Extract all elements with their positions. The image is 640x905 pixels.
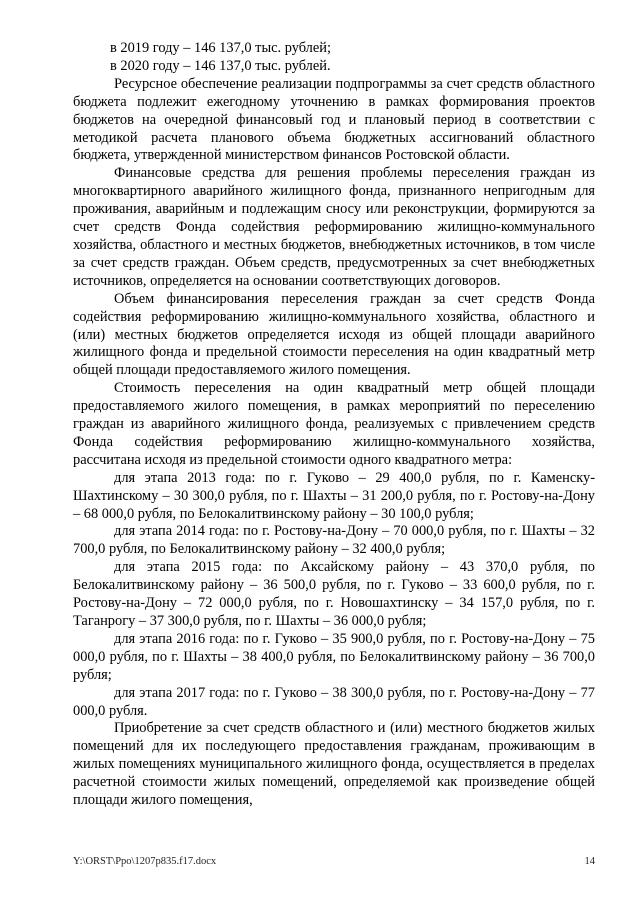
paragraph-funding-2019: в 2019 году – 146 137,0 тыс. рублей; (110, 40, 331, 56)
paragraph-stage-2013: для этапа 2013 года: по г. Гуково – 29 400,0 рубля, по г. Каменску-Шахтинскому – 30 300,0 рубля, по г. Шахты – 31 200,0 рубля, по г. Ростову-на-Дону – 68 000,0 рубля, по Белокалитвинскому району – 30 100,0 рубля; (73, 469, 595, 522)
page-number: 14 (584, 856, 595, 867)
document-body (73, 40, 595, 810)
paragraph-stage-2016: для этапа 2016 года: по г. Гуково – 35 900,0 рубля, по г. Ростову-на-Дону – 75 000,0 рубля, по г. Шахты – 38 400,0 рубля, по Белокалитвинскому району – 36 700,0 рубля; (73, 630, 595, 683)
paragraph-financing-volume: Объем финансирования переселения граждан за счет средств Фонда содействия реформированию жилищно-коммунального хозяйства, областного и (или) местных бюджетов определяется исходя из общей площади аварийного жилищного фонда и предельной стоимости переселения на один квадратный метр общей площади предоставляемого жилого помещения. (73, 290, 595, 379)
paragraph-stage-2017: для этапа 2017 года: по г. Гуково – 38 300,0 рубля, по г. Ростову-на-Дону – 77 000,0 рубля. (73, 684, 595, 719)
footer-file-path: Y:\ORST\Ppo\1207p835.f17.docx (73, 856, 217, 867)
paragraph-stage-2015: для этапа 2015 года: по Аксайскому району – 43 370,0 рубля, по Белокалитвинскому району – 36 500,0 рубля, по г. Гуково – 33 600,0 рубля, по г. Ростову-на-Дону – 72 000,0 рубля, по г. Новошахтинску – 34 157,0 рубля, по г. Таганрогу – 37 300,0 рубля, по г. Шахты – 36 000,0 рубля; (73, 559, 595, 629)
paragraph-stage-2014: для этапа 2014 года: по г. Ростову-на-Дону – 70 000,0 рубля, по г. Шахты – 32 700,0 рубля, по Белокалитвинскому району – 32 400,0 рубля; (73, 523, 595, 558)
paragraph-housing-acquisition: Приобретение за счет средств областного и (или) местного бюджетов жилых помещений для их последующего предоставления гражданам, проживающим в жилых помещениях муниципального жилищного фонда, осуществляется в пределах расчетной стоимости жилых помещений, определяемой как произведение общей площади жилого помещения, (73, 720, 595, 809)
paragraph-resource-provision: Ресурсное обеспечение реализации подпрограммы за счет средств областного бюджета подлежит ежегодному уточнению в рамках формирования проектов бюджетов на очередной финансовый год и плановый период в соответствии с методикой расчета планового объема бюджетных ассигнований областного бюджета, утвержденной министерством финансов Ростовской области. (73, 75, 595, 164)
paragraph-financial-sources: Финансовые средства для решения проблемы переселения граждан из многоквартирного аварийного жилищного фонда, признанного непригодным для проживания, аварийным и подлежащим сносу или реконструкции, формируются за счет средств Фонда содействия реформированию жилищно-коммунального хозяйства, областного и местных бюджетов, внебюджетных источников, в том числе за счет средств граждан. Объем средств, предусмотренных за счет внебюджетных источников, определяется на основании соответствующих договоров. (73, 165, 595, 289)
paragraph-funding-2020: в 2020 году – 146 137,0 тыс. рублей. (110, 57, 331, 74)
paragraph-resettlement-cost: Стоимость переселения на один квадратный метр общей площади предоставляемого жилого помещения, в рамках мероприятий по переселению граждан из аварийного жилищного фонда, реализуемых с привлечением средств Фонда содействия реформированию жилищно-коммунального хозяйства, рассчитана исходя из предельной стоимости одного квадратного метра: (73, 380, 595, 468)
